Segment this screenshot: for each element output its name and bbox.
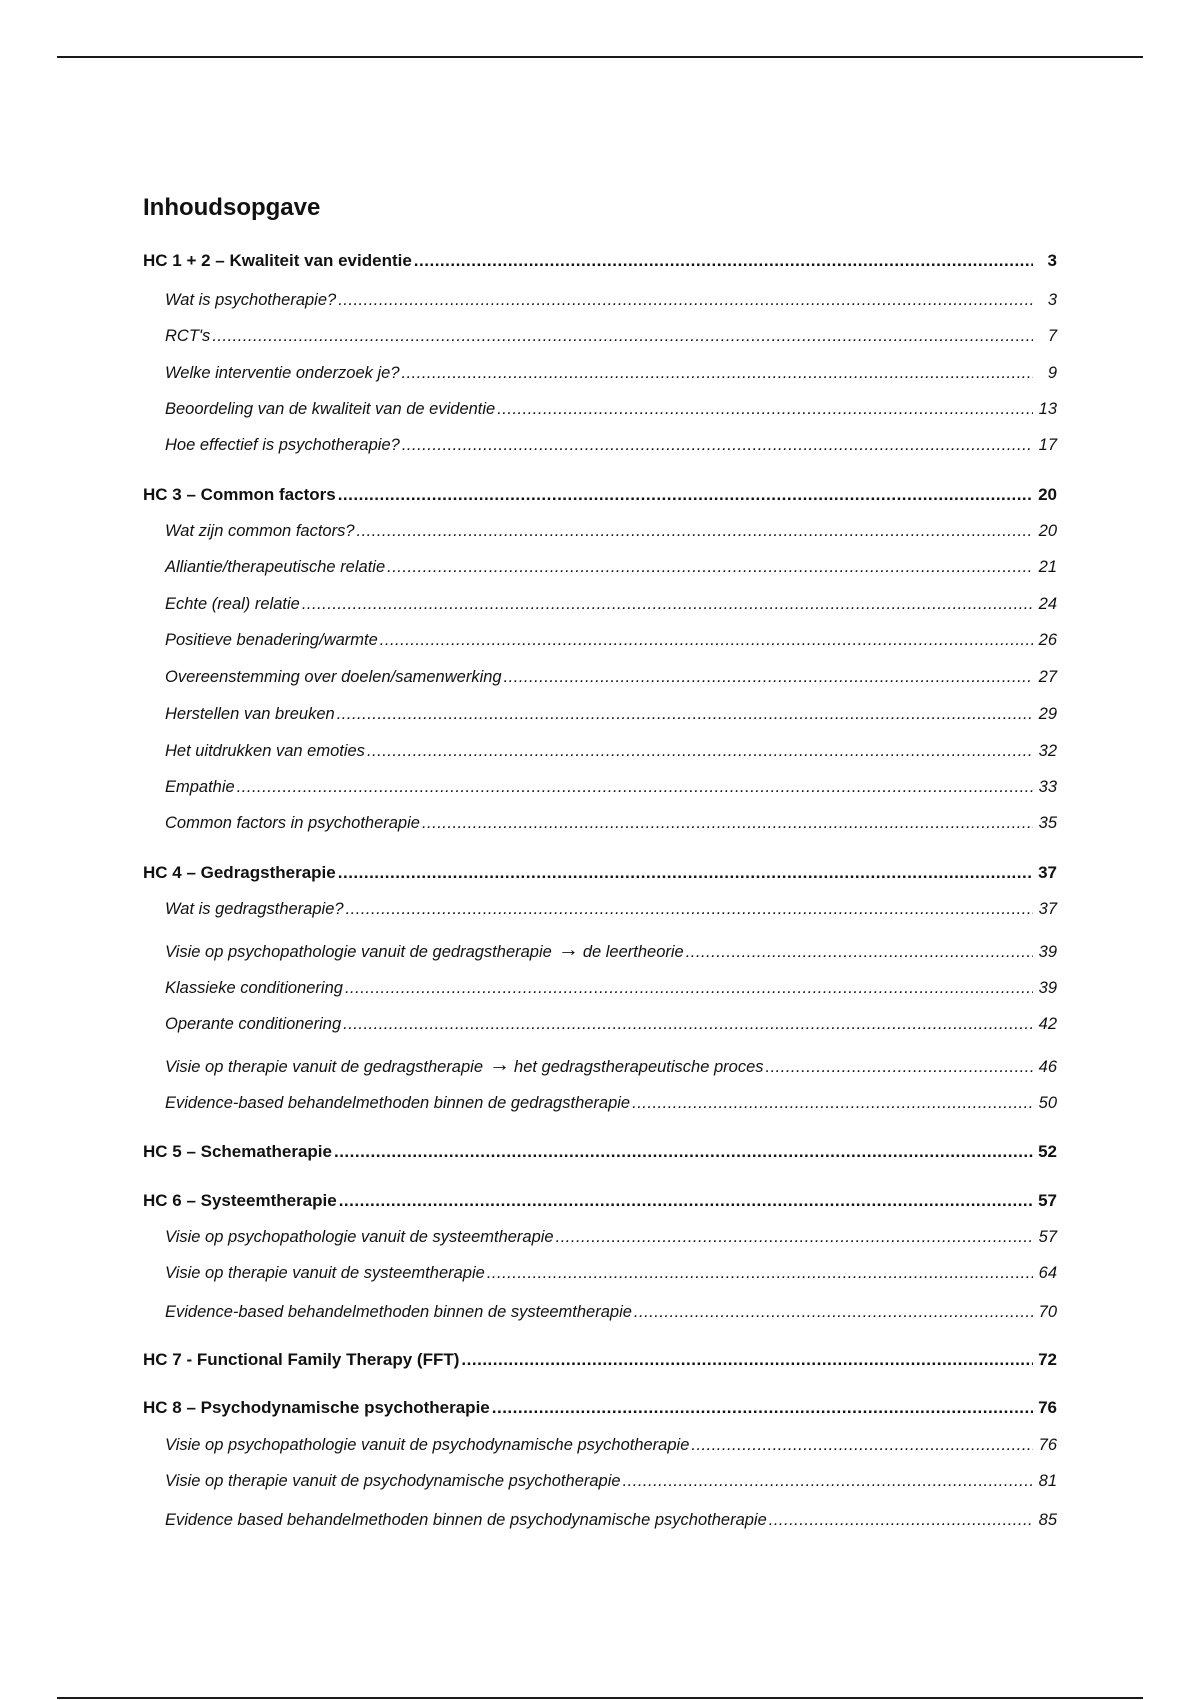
toc-page-number: 9 (1047, 364, 1057, 382)
dot-leader (237, 776, 1033, 798)
toc-entry-title: Beoordeling van de kwaliteit van de evidentie (165, 400, 496, 418)
toc-section-entry[interactable] (165, 703, 1057, 725)
toc-entry-label (165, 1262, 485, 1284)
toc-page-number: 72 (1038, 1350, 1057, 1369)
toc-entry-label (165, 776, 235, 798)
toc-section-entry[interactable] (165, 1013, 1057, 1035)
toc-entry-label (165, 703, 335, 725)
dot-leader (338, 862, 1033, 884)
arrow-right-icon: → (489, 1053, 511, 1076)
toc-entry-title: Operante conditionering (165, 1015, 342, 1033)
toc-page-number: 46 (1038, 1058, 1057, 1076)
toc-entry-title: Positieve benadering/warmte (165, 631, 378, 649)
toc-entry-label (165, 1509, 767, 1531)
toc-entry-title: Visie op psychopathologie vanuit de psychodynamische psychotherapie (165, 1436, 690, 1454)
toc-section-entry[interactable] (165, 1470, 1057, 1492)
toc-page-number: 39 (1038, 943, 1057, 961)
toc-chapter-entry[interactable] (143, 1397, 1057, 1419)
toc-section-entry[interactable] (165, 1226, 1057, 1248)
toc-page-number: 35 (1038, 814, 1057, 832)
toc-entry-title: Common factors in psychotherapie (165, 814, 420, 832)
toc-page-number: 33 (1038, 778, 1057, 796)
toc-section-entry[interactable] (165, 1509, 1057, 1531)
dot-leader (691, 1434, 1033, 1456)
toc-section-entry[interactable] (165, 740, 1057, 762)
toc-chapter-entry[interactable] (143, 250, 1057, 272)
toc-page-number: 24 (1038, 595, 1057, 613)
toc-chapter-entry[interactable] (143, 1190, 1057, 1212)
toc-section-entry[interactable] (165, 325, 1057, 347)
toc-page-number: 76 (1038, 1398, 1057, 1417)
toc-page-number: 39 (1038, 979, 1057, 997)
dot-leader (487, 1262, 1033, 1284)
toc-page-number: 37 (1038, 863, 1057, 882)
toc-page-number: 17 (1038, 436, 1057, 454)
toc-page-number: 20 (1038, 485, 1057, 504)
toc-page-number: 52 (1038, 1142, 1057, 1161)
dot-leader (686, 941, 1033, 963)
toc-entry-title: Wat is gedragstherapie? (165, 900, 344, 918)
toc-entry-label (165, 556, 385, 578)
toc-entry-title: Herstellen van breuken (165, 705, 335, 723)
toc-section-entry[interactable] (165, 398, 1057, 420)
toc-section-entry[interactable] (165, 1092, 1057, 1114)
toc-entry-label (165, 740, 365, 762)
toc-section-entry[interactable] (165, 1262, 1057, 1284)
toc-entry-label (165, 1226, 554, 1248)
toc-page-number: 27 (1038, 668, 1057, 686)
dot-leader (766, 1056, 1033, 1078)
toc-entry-label (143, 1141, 332, 1163)
toc-entry-title: Hoe effectief is psychotherapie? (165, 436, 400, 454)
toc-section-entry[interactable] (165, 1301, 1057, 1323)
toc-entry-label (165, 362, 400, 384)
dot-leader (623, 1470, 1033, 1492)
toc-section-entry[interactable] (165, 1434, 1057, 1456)
toc-entry-title: Wat zijn common factors? (165, 522, 355, 540)
toc-page-number: 7 (1047, 327, 1057, 345)
toc-entry-label (165, 1470, 621, 1492)
toc-entry-label (165, 940, 684, 963)
dot-leader (769, 1509, 1033, 1531)
toc-entry-label (143, 250, 412, 272)
dot-leader (302, 593, 1033, 615)
toc-entry-title: RCT's (165, 327, 211, 345)
toc-page-number: 81 (1038, 1472, 1057, 1490)
toc-entry-title: Welke interventie onderzoek je? (165, 364, 400, 382)
toc-chapter-entry[interactable] (143, 1141, 1057, 1163)
toc-entry-label (143, 862, 336, 884)
toc-entry-title: Visie op therapie vanuit de psychodynamische psychotherapie (165, 1472, 621, 1490)
toc-entry-label (165, 325, 210, 347)
toc-page-number: 29 (1038, 705, 1057, 723)
toc-page-number: 64 (1038, 1264, 1057, 1282)
dot-leader (380, 629, 1033, 651)
toc-entry-label (165, 434, 400, 456)
toc-entry-label (165, 666, 502, 688)
toc-entry-label (165, 398, 495, 420)
toc-page-number: 21 (1038, 558, 1057, 576)
toc-section-entry[interactable] (165, 593, 1057, 615)
toc-entry-title: Evidence based behandelmethoden binnen de psychodynamische psychotherapie (165, 1511, 767, 1529)
toc-section-entry[interactable] (165, 812, 1057, 834)
toc-page-number: 42 (1038, 1015, 1057, 1033)
toc-section-entry[interactable] (165, 629, 1057, 651)
header-rule (57, 56, 1143, 58)
toc-page-number: 57 (1038, 1228, 1057, 1246)
dot-leader (492, 1397, 1033, 1419)
toc-entry-label (165, 898, 344, 920)
dot-leader (339, 1190, 1033, 1212)
toc-section-entry[interactable] (165, 666, 1057, 688)
dot-leader (338, 289, 1033, 311)
dot-leader (634, 1301, 1033, 1323)
footer-rule (57, 1697, 1143, 1699)
dot-leader (345, 977, 1033, 999)
dot-leader (497, 398, 1033, 420)
toc-entry-title: Alliantie/therapeutische relatie (165, 558, 386, 576)
toc-entry-title: Visie op therapie vanuit de gedragstherapie (165, 1058, 484, 1076)
toc-entry-label (143, 1397, 490, 1419)
toc-page-number: 85 (1038, 1511, 1057, 1529)
dot-leader (387, 556, 1033, 578)
toc-entry-title: HC 3 – Common factors (143, 485, 336, 504)
toc-entry-title: HC 8 – Psychodynamische psychotherapie (143, 1398, 490, 1417)
toc-entry-title-continued: het gedragstherapeutische proces (514, 1058, 764, 1076)
toc-page-number: 3 (1047, 251, 1057, 270)
toc-page-number: 26 (1038, 631, 1057, 649)
toc-entry-title: Overeenstemming over doelen/samenwerking (165, 668, 502, 686)
toc-entry-label (165, 520, 355, 542)
page-title: Inhoudsopgave (143, 194, 321, 221)
dot-leader (337, 703, 1033, 725)
toc-entry-title: Klassieke conditionering (165, 979, 343, 997)
toc-section-entry[interactable] (165, 362, 1057, 384)
toc-page-number: 20 (1038, 522, 1057, 540)
toc-entry-label (165, 593, 300, 615)
toc-entry-label (143, 1349, 459, 1371)
toc-chapter-entry[interactable] (143, 484, 1057, 506)
toc-entry-title: Evidence-based behandelmethoden binnen de gedragstherapie (165, 1094, 631, 1112)
dot-leader (346, 898, 1033, 920)
toc-entry-title: HC 5 – Schematherapie (143, 1142, 332, 1161)
toc-entry-label (165, 1301, 632, 1323)
toc-entry-title: Het uitdrukken van emoties (165, 742, 365, 760)
toc-section-entry[interactable] (165, 940, 1057, 962)
dot-leader (334, 1141, 1033, 1163)
toc-entry-label (143, 484, 336, 506)
toc-entry-title: Visie op psychopathologie vanuit de systeemtherapie (165, 1228, 554, 1246)
toc-page-number: 13 (1038, 400, 1057, 418)
toc-entry-label (165, 977, 343, 999)
toc-entry-title-continued: de leertheorie (582, 943, 684, 961)
dot-leader (343, 1013, 1033, 1035)
toc-section-entry[interactable] (165, 520, 1057, 542)
toc-page-number: 57 (1038, 1191, 1057, 1210)
dot-leader (357, 520, 1033, 542)
toc-section-entry[interactable] (165, 977, 1057, 999)
toc-entry-label (165, 1092, 630, 1114)
dot-leader (402, 362, 1034, 384)
toc-entry-label (165, 629, 378, 651)
toc-entry-label (165, 1055, 764, 1078)
toc-section-entry[interactable] (165, 289, 1057, 311)
dot-leader (414, 250, 1033, 272)
toc-entry-title: Visie op therapie vanuit de systeemtherapie (165, 1264, 485, 1282)
dot-leader (367, 740, 1033, 762)
toc-section-entry[interactable] (165, 434, 1057, 456)
toc-entry-title: Wat is psychotherapie? (165, 291, 337, 309)
dot-leader (504, 666, 1033, 688)
toc-section-entry[interactable] (165, 556, 1057, 578)
arrow-right-icon: → (557, 938, 579, 961)
toc-page-number: 32 (1038, 742, 1057, 760)
dot-leader (422, 812, 1033, 834)
dot-leader (632, 1092, 1033, 1114)
toc-entry-title: HC 1 + 2 – Kwaliteit van evidentie (143, 251, 412, 270)
toc-chapter-entry[interactable] (143, 1349, 1057, 1371)
toc-entry-label (165, 289, 336, 311)
dot-leader (338, 484, 1033, 506)
toc-entry-title: Visie op psychopathologie vanuit de gedragstherapie (165, 943, 552, 961)
toc-entry-title: HC 4 – Gedragstherapie (143, 863, 336, 882)
dot-leader (461, 1349, 1033, 1371)
toc-chapter-entry[interactable] (143, 862, 1057, 884)
toc-entry-title: Evidence-based behandelmethoden binnen de systeemtherapie (165, 1303, 632, 1321)
toc-entry-title: HC 7 - Functional Family Therapy (FFT) (143, 1350, 460, 1369)
toc-page-number: 3 (1047, 291, 1057, 309)
toc-page-number: 76 (1038, 1436, 1057, 1454)
toc-entry-title: HC 6 – Systeemtherapie (143, 1191, 337, 1210)
toc-entry-label (165, 812, 420, 834)
toc-entry-title: Empathie (165, 778, 235, 796)
toc-entry-label (143, 1190, 337, 1212)
toc-section-entry[interactable] (165, 776, 1057, 798)
toc-page-number: 37 (1038, 900, 1057, 918)
toc-entry-title: Echte (real) relatie (165, 595, 300, 613)
toc-page-number: 50 (1038, 1094, 1057, 1112)
dot-leader (556, 1226, 1033, 1248)
toc-entry-label (165, 1013, 341, 1035)
dot-leader (402, 434, 1033, 456)
toc-entry-label (165, 1434, 689, 1456)
toc-page-number: 70 (1038, 1303, 1057, 1321)
toc-section-entry[interactable] (165, 898, 1057, 920)
dot-leader (212, 325, 1033, 347)
toc-section-entry[interactable] (165, 1055, 1057, 1077)
